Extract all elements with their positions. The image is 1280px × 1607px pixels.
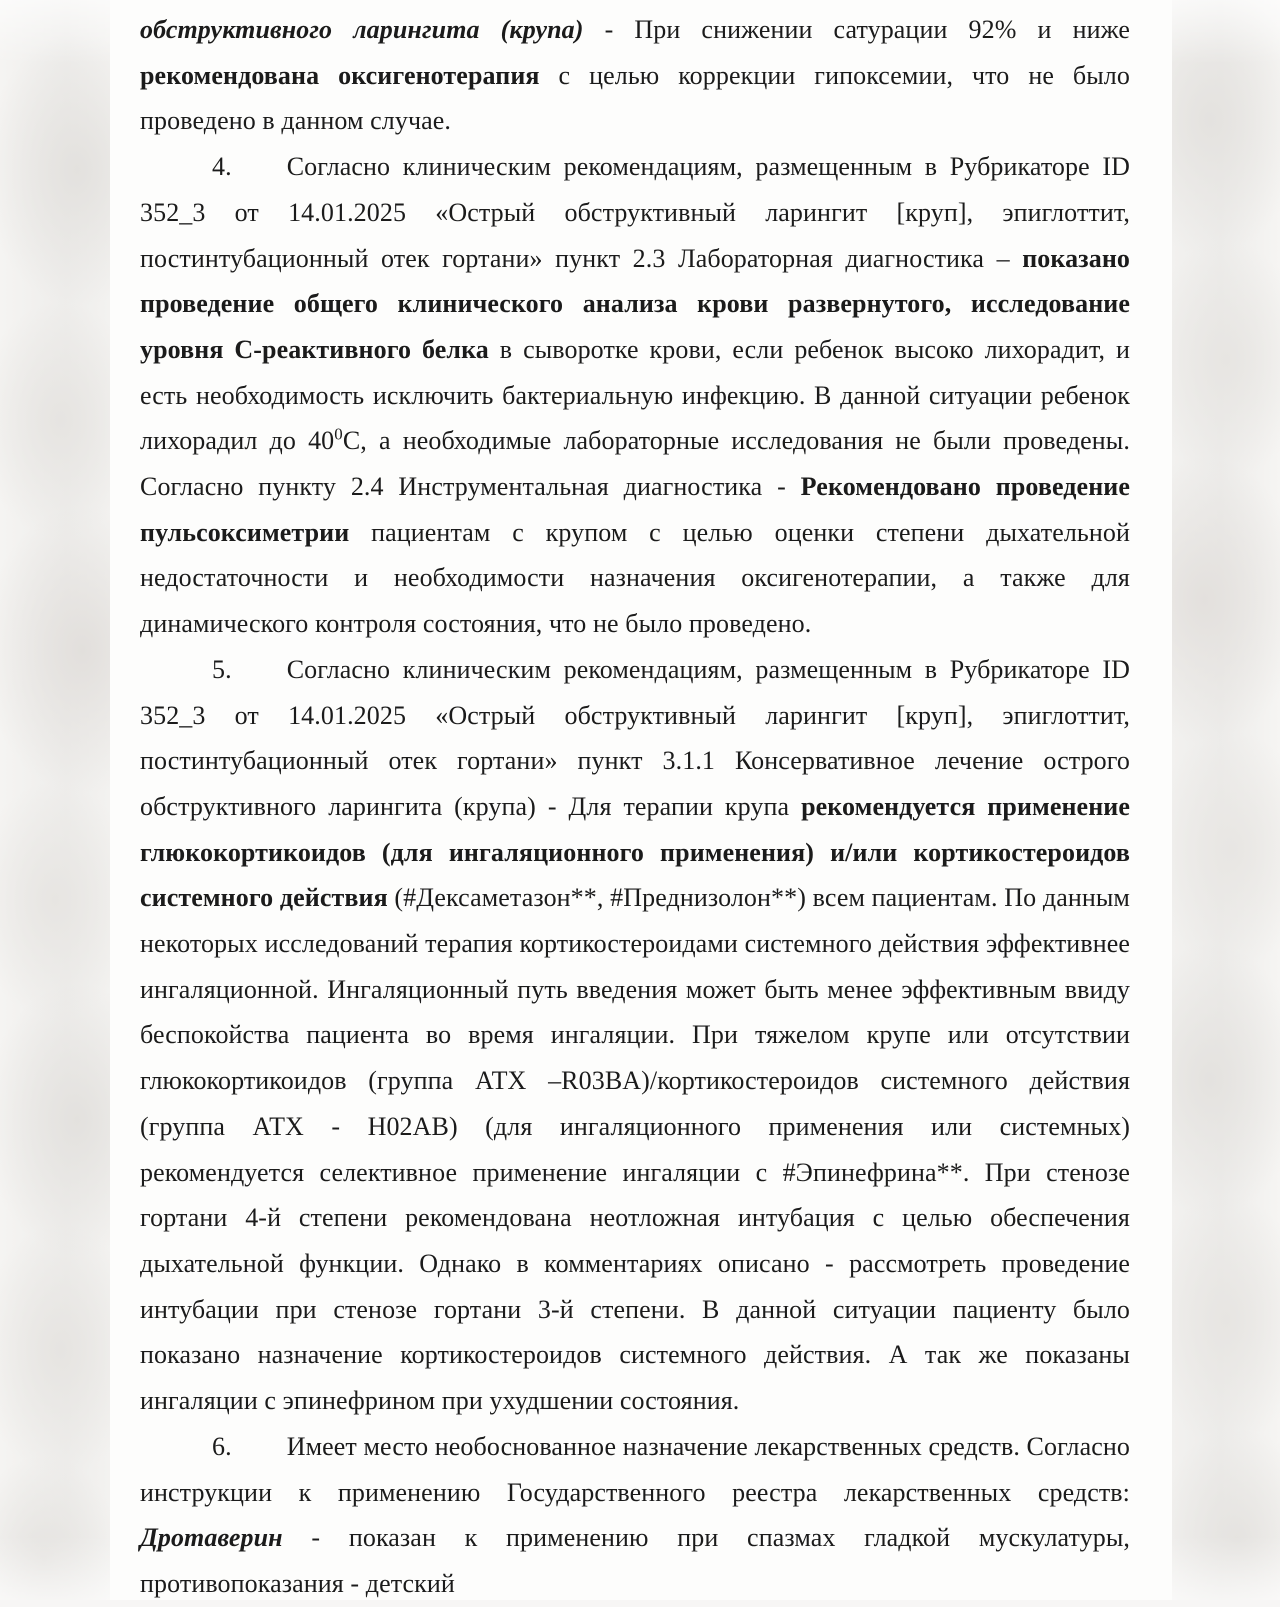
text-run: 4. xyxy=(212,152,232,182)
paragraph xyxy=(140,144,1130,647)
paragraph xyxy=(140,7,1130,144)
text-run: Имеет место необоснованное назначение лекарственных средств. Согласно инструкции к применению Государственного реестра лекарственных средств: xyxy=(140,1431,1130,1507)
text-run: обструктивного ларингита (крупа) xyxy=(140,15,584,44)
text-run: в сыворотке крови, если ребенок высоко лихорадит, и есть необходимость исключить бактериальную инфекцию. В данной ситуации ребенок лихорадил до 40 xyxy=(140,334,1130,456)
text-run: Рекомендовано проведение пульсоксиметрии xyxy=(140,472,1130,547)
text-run: с целью коррекции гипоксемии, что не было проведено в данном случае. xyxy=(140,60,1130,136)
document-page xyxy=(110,0,1172,1600)
text-run: Дротаверин xyxy=(140,1523,283,1553)
text-run: - При снижении сатурации 92% и ниже xyxy=(583,15,1130,44)
text-run: С, а необходимые лабораторные исследования не были проведены. Согласно пункту 2.4 Инструментальная диагностика - xyxy=(140,426,1130,502)
text-run: 6. xyxy=(212,1431,232,1461)
text-run: 0 xyxy=(334,424,343,444)
text-run: Согласно клиническим рекомендациям, размещенным в Рубрикаторе ID 352_3 от 14.01.2025 «Острый обструктивный ларингит [круп], эпиглоттит, постинтубационный отек гортани» пункт 3.1.1 Консервативное лечение острого обструктивного ларингита (крупа) - Для терапии крупа xyxy=(140,654,1130,821)
text-run: - показан к применению при спазмах гладкой мускулатуры, противопоказания - детский xyxy=(140,1523,1130,1598)
paragraph xyxy=(140,1424,1130,1607)
text-run: рекомендована оксигенотерапия xyxy=(140,60,540,90)
left-blur-edge xyxy=(0,0,110,1600)
document-body xyxy=(140,0,1130,1607)
text-run: рекомендуется применение глюкокортикоидов (для ингаляционного применения) и/или кортикостероидов системного действия xyxy=(140,791,1130,913)
text-run: пациентам с крупом с целью оценки степени дыхательной недостаточности и необходимости назначения оксигенотерапии, а также для динамического контроля состояния, что не было проведено. xyxy=(140,517,1130,639)
text-run: 5. xyxy=(212,654,232,684)
paragraph xyxy=(140,647,1130,1424)
text-run: Согласно клиническим рекомендациям, размещенным в Рубрикаторе ID 352_3 от 14.01.2025 «Острый обструктивный ларингит [круп], эпиглоттит, постинтубационный отек гортани» пункт 2.3 Лабораторная диагностика – xyxy=(140,152,1130,273)
text-run: показано проведение общего клинического анализа крови развернутого, исследование уровня С-реактивного белка xyxy=(140,243,1130,364)
right-blur-edge xyxy=(1172,0,1280,1600)
text-run: (#Дексаметазон**, #Преднизолон**) всем пациентам. По данным некоторых исследований терапия кортикостероидами системного действия эффективнее ингаляционной. Ингаляционный путь введения может быть менее эффективным ввиду беспокойства пациента во время ингаляции. При тяжелом крупе или отсутствии глюкокортикоидов (группа АТХ –R03BA)/кортикостероидов системного действия (группа АТХ - Н02АВ) (для ингаляционного применения или системных) рекомендуется селективное применение ингаляции с #Эпинефрина**. При стенозе гортани 4-й степени рекомендована неотложная интубация с целью обеспечения дыхательной функции. Однако в комментариях описано - рассмотреть проведение интубации при стенозе гортани 3-й степени. В данной ситуации пациенту было показано назначение кортикостероидов системного действия. А так же показаны ингаляции с эпинефрином при ухудшении состояния. xyxy=(140,883,1130,1416)
